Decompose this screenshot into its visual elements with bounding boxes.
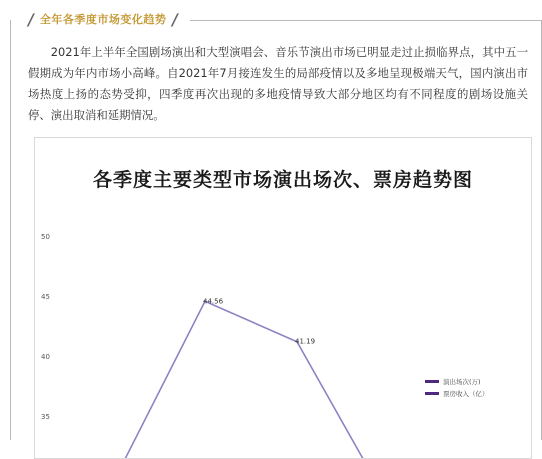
data-label: 41.19 xyxy=(295,337,316,346)
y-tick-label: 45 xyxy=(41,293,50,301)
y-tick-label: 35 xyxy=(41,413,50,421)
chart-title: 各季度主要类型市场演出场次、票房趋势图 xyxy=(92,169,473,191)
section-title: 全年各季度市场变化趋势 xyxy=(39,13,167,26)
legend-label: 票房收入（亿） xyxy=(443,390,489,398)
data-label: 44.56 xyxy=(203,297,224,306)
frame-top-border xyxy=(190,20,542,21)
line-chart xyxy=(35,138,531,458)
y-tick-label: 50 xyxy=(41,233,50,241)
slash-decoration-icon: / xyxy=(26,9,36,29)
legend-label: 演出场次(万) xyxy=(443,378,481,386)
legend-swatch xyxy=(425,392,439,395)
legend-swatch xyxy=(425,380,439,383)
frame-left-border xyxy=(10,20,11,440)
section-header xyxy=(28,8,178,30)
chart-card xyxy=(34,137,532,459)
y-tick-label: 40 xyxy=(41,353,50,361)
series-line xyxy=(105,301,397,458)
article-paragraph: 2021年上半年全国剧场演出和大型演唱会、音乐节演出市场已明显走过止损临界点，其中五一假期成为年内市场小高峰。自2021年7月接连发生的局部疫情以及多地呈现极端天气，国内演出市场热度上扬的态势受抑，四季度再次出现的多地疫情导致大部分地区均有不同程度的剧场设施关停、演出取消和延期情况。 xyxy=(28,45,528,122)
slash-decoration-icon: / xyxy=(170,9,180,29)
